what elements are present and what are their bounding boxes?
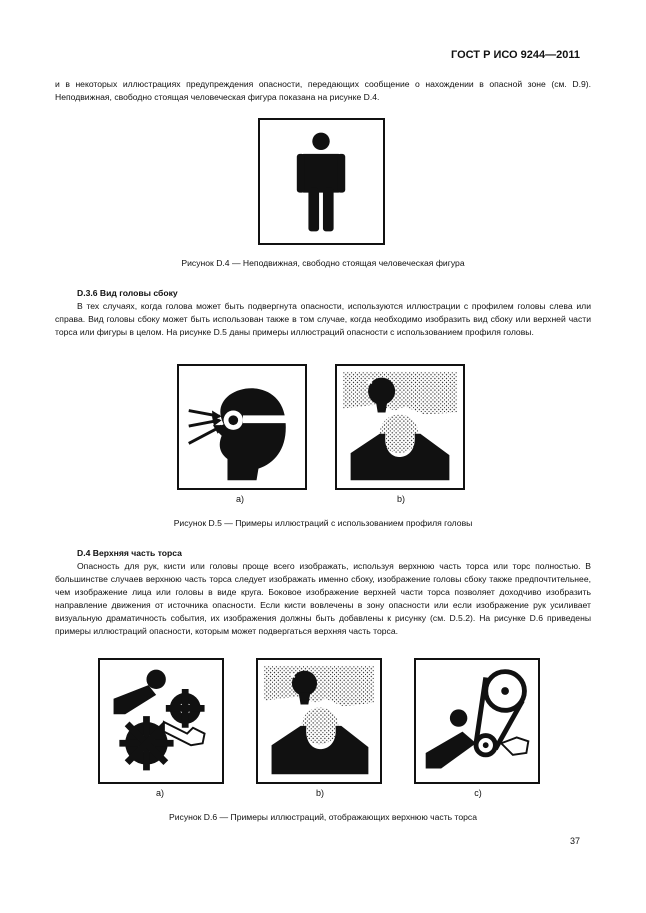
head-profile-inhalation-icon	[337, 366, 463, 488]
figure-d5a-label: а)	[235, 494, 244, 504]
page-number: 37	[569, 836, 580, 846]
section-d4	[55, 547, 591, 638]
figure-d5b-toxic-inhalation	[335, 364, 465, 490]
standing-person-icon	[260, 120, 383, 243]
figure-d6-caption: Рисунок D.6 — Примеры иллюстраций, отображающих верхнюю часть торса	[169, 812, 477, 822]
figure-d4-standing-person	[258, 118, 385, 245]
torso-gears-hazard-icon	[100, 660, 222, 782]
torso-inhalation-icon	[258, 660, 380, 782]
torso-roller-hazard-icon	[416, 660, 538, 782]
figure-d6a-label: а)	[155, 788, 164, 798]
figure-d5a-eye-hazard	[177, 364, 307, 490]
figure-d4-caption: Рисунок D.4 — Неподвижная, свободно стоящая человеческая фигура	[181, 258, 465, 268]
figure-d6c-roller-entanglement	[414, 658, 540, 784]
section-d36	[55, 287, 591, 339]
intro-paragraph: и в некоторых иллюстрациях предупреждения опасности, передающих сообщение о нахождении в опасной зоне (см. D.9). Неподвижная, свободно стоящая человеческая фигура показана на рисунке D.4.	[55, 79, 591, 102]
figure-d5b-label: b)	[396, 494, 405, 504]
figure-d6a-gears-entanglement	[98, 658, 224, 784]
document-standard-header: ГОСТ Р ИСО 9244—2011	[450, 49, 580, 61]
section-d4-heading: D.4 Верхняя часть торса	[77, 548, 182, 558]
section-d36-text: В тех случаях, когда голова может быть подвергнута опасности, используются иллюстрации с профилем головы слева или справа. Вид головы сбоку может быть использован также в том случае, когда необходимо изобразить вид сбоку или верхней части торса или фигуры в целом. На рисунке D.5 даны примеры иллюстраций опасности с использованием профиля головы.	[55, 301, 591, 337]
section-d36-heading: D.3.6 Вид головы сбоку	[77, 288, 178, 298]
section-d4-text: Опасность для рук, кисти или головы проще всего изображать, используя верхнюю часть торса или торс полностью. В большинстве случаев верхнюю часть торса следует изображать именно сбоку, изображение головы сбоку также предпочтительнее, чем изображение лица или головы в виде круга. Боковое изображение верхней части торса позволяет доходчиво изобразить направление движения от источника опасности. Если кисти вовлечены в зону опасности или если изображение рук усиливает визуальную драматичность события, их изображения должны быть добавлены к рисунку (см. D.5.2). На рисунке D.6 приведены примеры иллюстраций опасности, которым может подвергаться верхняя часть торса.	[55, 561, 591, 636]
figure-d6b-toxic-inhalation	[256, 658, 382, 784]
figure-d5-caption: Рисунок D.5 — Примеры иллюстраций с использованием профиля головы	[173, 518, 473, 528]
figure-d6b-label: b)	[315, 788, 324, 798]
figure-d6c-label: с)	[474, 788, 482, 798]
head-profile-eye-hazard-icon	[179, 366, 305, 488]
